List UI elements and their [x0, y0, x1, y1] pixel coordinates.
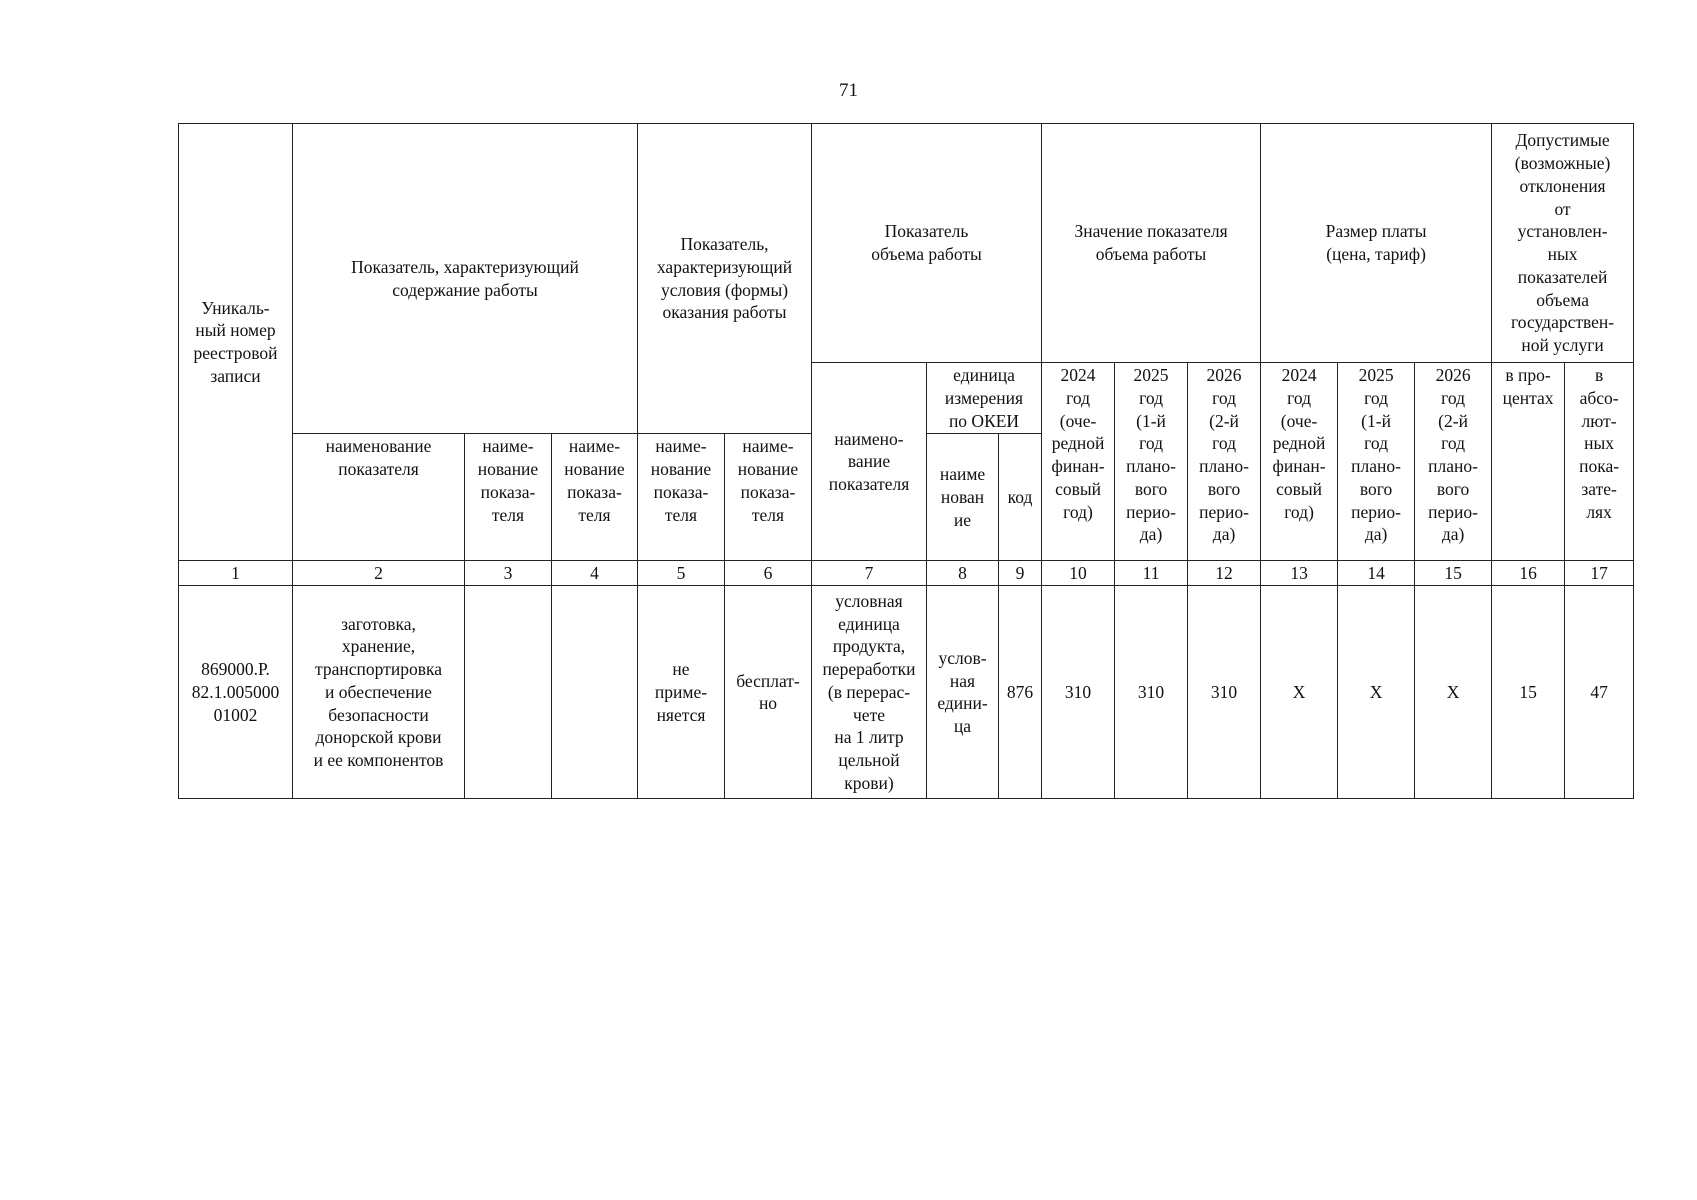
header-okei-name: наиме нован ие [927, 434, 999, 561]
header-unique-number: Уникаль- ный номер реестровой записи [179, 124, 293, 561]
header-volume-indicator: Показатель объема работы [812, 124, 1042, 363]
column-number: 2 [293, 561, 465, 586]
column-number: 14 [1338, 561, 1415, 586]
header-deviations: Допустимые (возможные) отклонения от установлен- ных показателей объема государствен- ной услуги [1492, 124, 1634, 363]
header-col4-indicator-name: наиме- нование показа- теля [552, 434, 638, 561]
table-row [179, 586, 1634, 799]
column-number: 8 [927, 561, 999, 586]
column-number: 15 [1415, 561, 1492, 586]
cell-dev-percent: 15 [1492, 586, 1565, 799]
column-number: 16 [1492, 561, 1565, 586]
header-price-2026: 2026 год (2-й год плано- вого перио- да) [1415, 363, 1492, 561]
header-col5-indicator-name: наиме- нование показа- теля [638, 434, 725, 561]
header-volume-value: Значение показателя объема работы [1042, 124, 1261, 363]
column-number: 4 [552, 561, 638, 586]
header-col6-indicator-name: наиме- нование показа- теля [725, 434, 812, 561]
cell-registry-number: 869000.Р. 82.1.005000 01002 [179, 586, 293, 799]
column-number: 17 [1565, 561, 1634, 586]
cell-unit-name: услов- ная едини- ца [927, 586, 999, 799]
cell-price-2026: Х [1415, 586, 1492, 799]
column-number: 12 [1188, 561, 1261, 586]
header-col3-indicator-name: наиме- нование показа- теля [465, 434, 552, 561]
header-okei-unit: единица измерения по ОКЕИ [927, 363, 1042, 434]
column-number: 3 [465, 561, 552, 586]
column-number: 5 [638, 561, 725, 586]
cell-value-2024: 310 [1042, 586, 1115, 799]
page-number: 71 [839, 80, 858, 101]
state-assignment-table [178, 123, 1634, 799]
cell-volume-name: условная единица продукта, переработки (в перерас- чете на 1 литр цельной крови) [812, 586, 927, 799]
column-number: 11 [1115, 561, 1188, 586]
header-payment-size: Размер платы (цена, тариф) [1261, 124, 1492, 363]
header-in-absolute: в абсо- лют- ных пока- зате- лях [1565, 363, 1634, 561]
header-in-percent: в про- центах [1492, 363, 1565, 561]
cell-col3 [465, 586, 552, 799]
column-number: 6 [725, 561, 812, 586]
column-number: 10 [1042, 561, 1115, 586]
cell-unit-code: 876 [999, 586, 1042, 799]
header-content-indicator: Показатель, характеризующий содержание работы [293, 124, 638, 434]
column-number: 9 [999, 561, 1042, 586]
header-volume-indicator-name: наимено- вание показателя [812, 363, 927, 561]
cell-content-name: заготовка, хранение, транспортировка и обеспечение безопасности донорской крови и ее компонентов [293, 586, 465, 799]
cell-price-2024: Х [1261, 586, 1338, 799]
header-price-2024: 2024 год (оче- редной финан- совый год) [1261, 363, 1338, 561]
cell-price-2025: Х [1338, 586, 1415, 799]
header-conditions-indicator: Показатель, характеризующий условия (формы) оказания работы [638, 124, 812, 434]
header-col2-indicator-name: наименование показателя [293, 434, 465, 561]
header-okei-code: код [999, 434, 1042, 561]
header-price-2025: 2025 год (1-й год плано- вого перио- да) [1338, 363, 1415, 561]
column-number: 13 [1261, 561, 1338, 586]
cell-value-2025: 310 [1115, 586, 1188, 799]
cell-col4 [552, 586, 638, 799]
cell-condition-2: бесплат- но [725, 586, 812, 799]
cell-condition-1: не приме- няется [638, 586, 725, 799]
header-value-2024: 2024 год (оче- редной финан- совый год) [1042, 363, 1115, 561]
cell-value-2026: 310 [1188, 586, 1261, 799]
column-number: 7 [812, 561, 927, 586]
column-number: 1 [179, 561, 293, 586]
cell-dev-absolute: 47 [1565, 586, 1634, 799]
header-value-2026: 2026 год (2-й год плано- вого перио- да) [1188, 363, 1261, 561]
header-value-2025: 2025 год (1-й год плано- вого перио- да) [1115, 363, 1188, 561]
